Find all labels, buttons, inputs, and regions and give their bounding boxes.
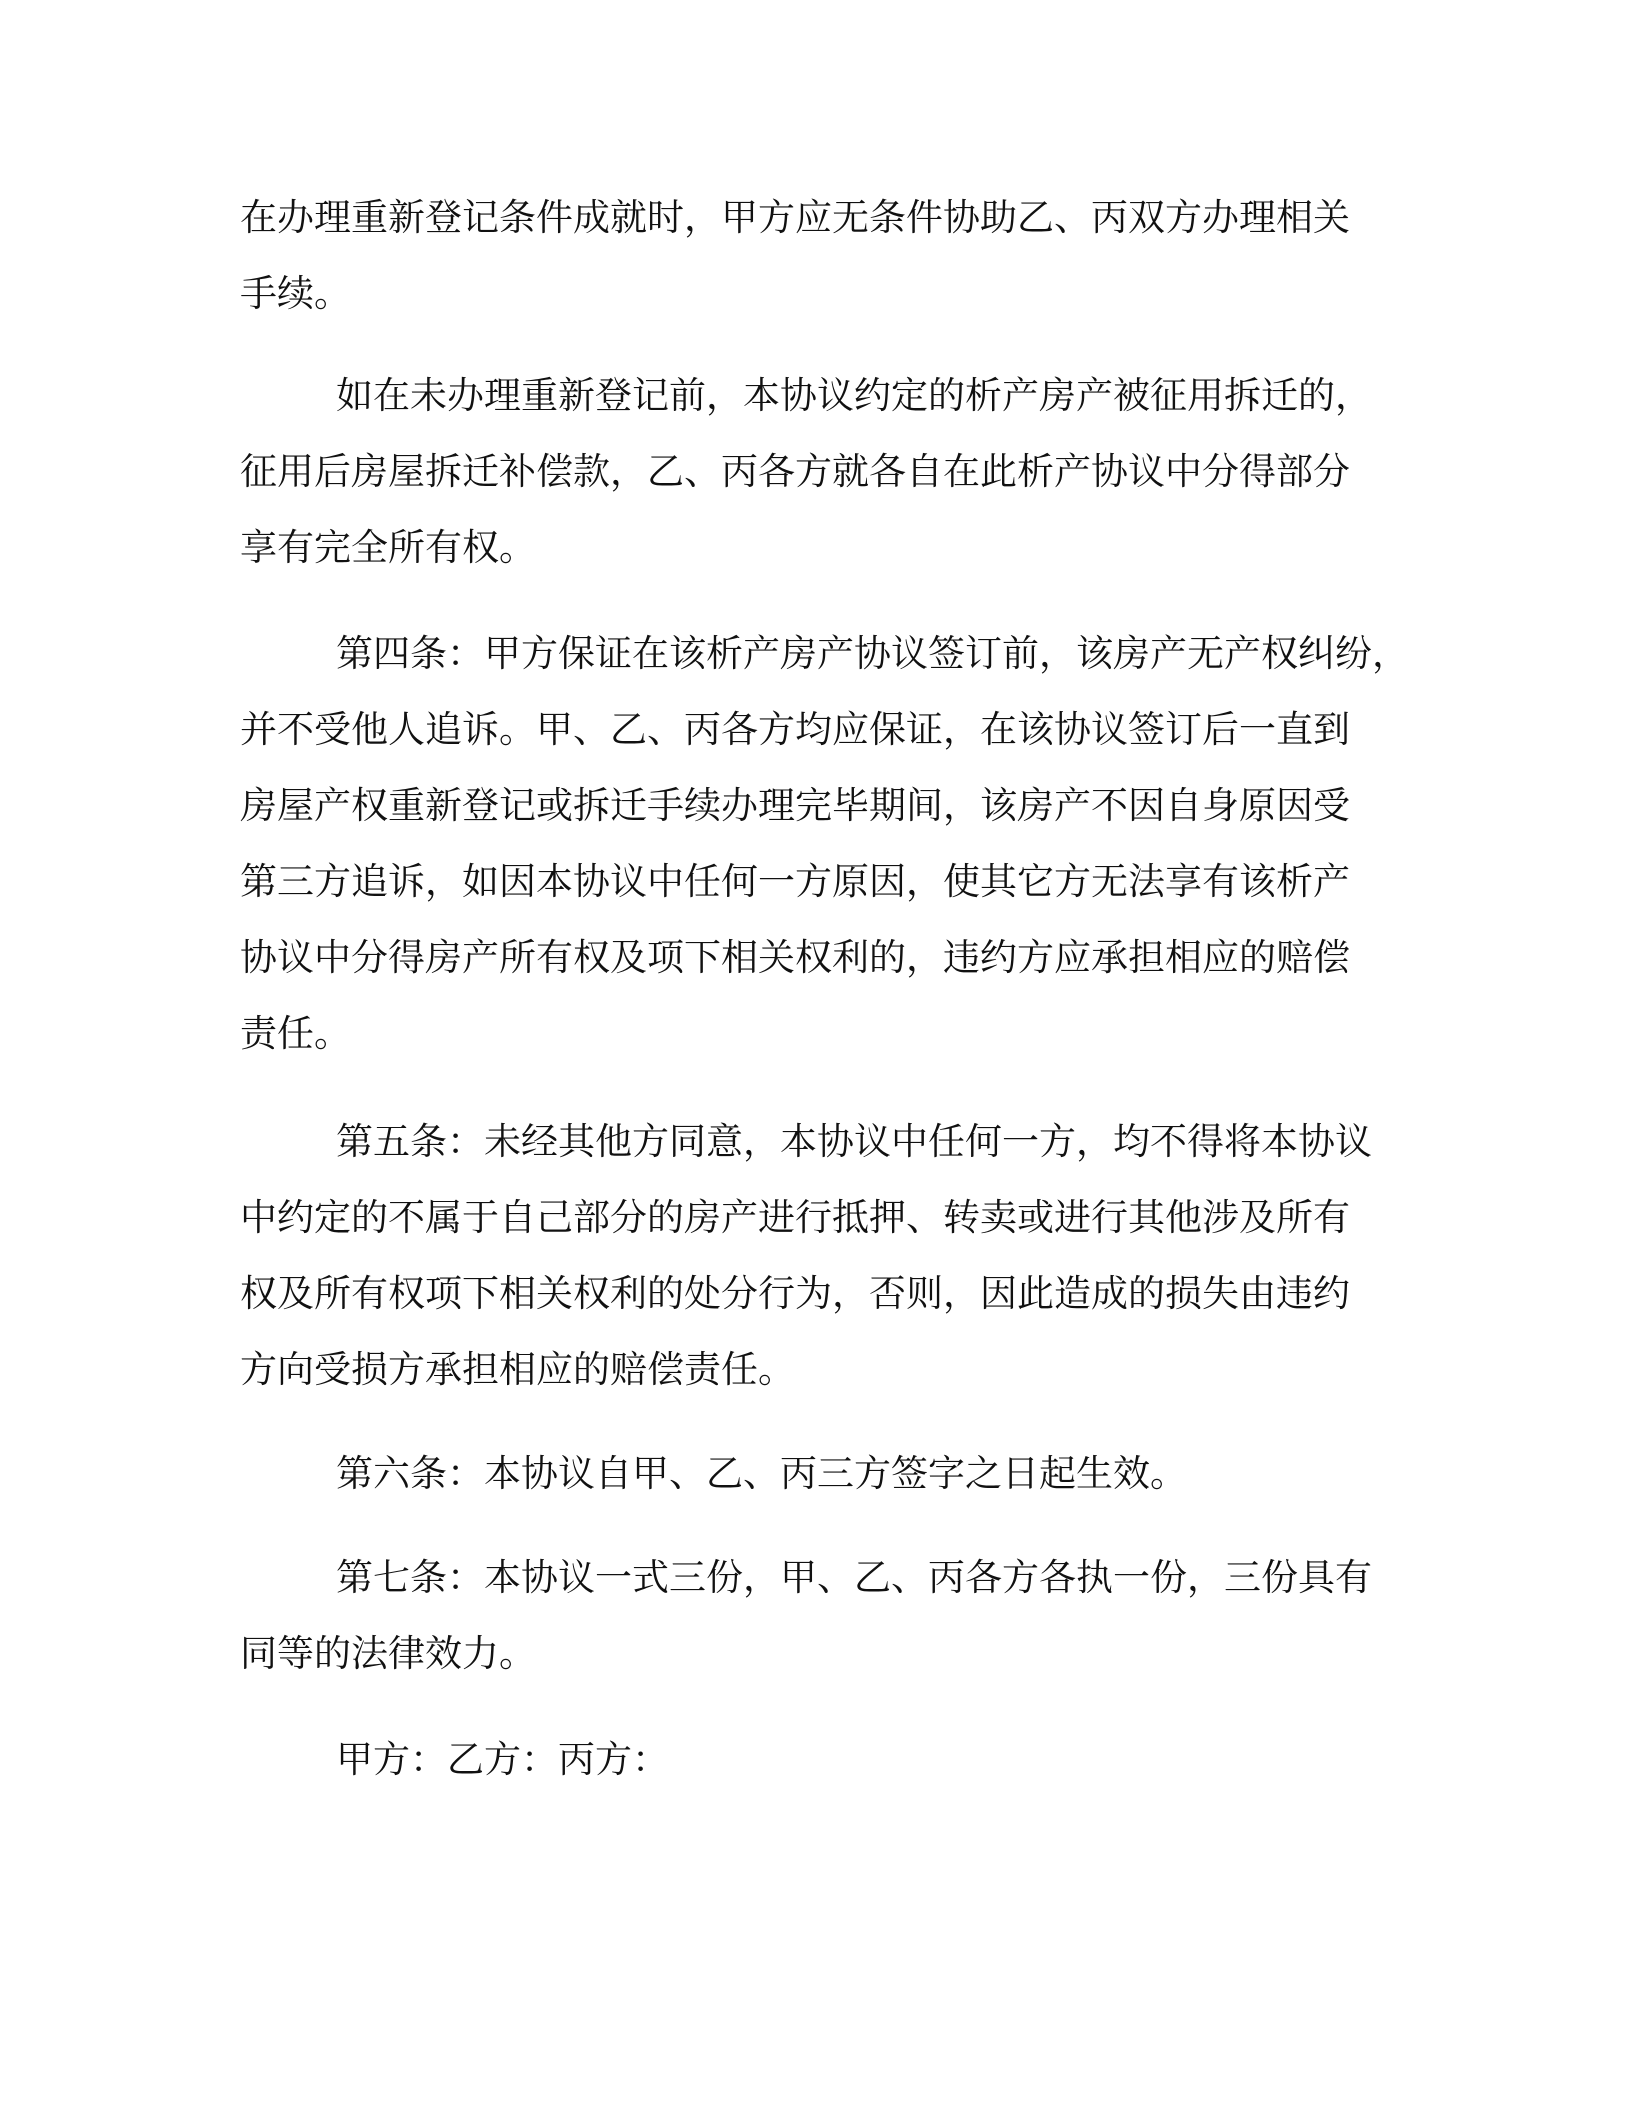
article-5-heading-line: 第五条：未经其他方同意，本协议中任何一方，均不得将本协议 bbox=[336, 1120, 1372, 1163]
text-line: 征用后房屋拆迁补偿款，乙、丙各方就各自在此析产协议中分得部分 bbox=[240, 450, 1350, 493]
text-line: 手续。 bbox=[240, 272, 351, 315]
text-line: 同等的法律效力。 bbox=[240, 1632, 536, 1675]
signature-parties-line: 甲方：乙方：丙方： bbox=[336, 1738, 669, 1781]
text-line: 并不受他人追诉。甲、乙、丙各方均应保证，在该协议签订后一直到 bbox=[240, 708, 1350, 751]
text-line: 协议中分得房产所有权及项下相关权利的，违约方应承担相应的赔偿 bbox=[240, 936, 1350, 979]
text-line: 方向受损方承担相应的赔偿责任。 bbox=[240, 1348, 795, 1391]
text-line: 享有完全所有权。 bbox=[240, 526, 536, 569]
text-line: 第三方追诉，如因本协议中任何一方原因，使其它方无法享有该析产 bbox=[240, 860, 1350, 903]
text-line: 中约定的不属于自己部分的房产进行抵押、转卖或进行其他涉及所有 bbox=[240, 1196, 1350, 1239]
text-line: 房屋产权重新登记或拆迁手续办理完毕期间，该房产不因自身原因受 bbox=[240, 784, 1350, 827]
text-line: 责任。 bbox=[240, 1012, 351, 1055]
text-line: 在办理重新登记条件成就时，甲方应无条件协助乙、丙双方办理相关 bbox=[240, 196, 1350, 239]
paragraph-start-line: 如在未办理重新登记前，本协议约定的析产房产被征用拆迁的， bbox=[336, 374, 1372, 417]
article-4-heading-line: 第四条：甲方保证在该析产房产协议签订前，该房产无产权纠纷， bbox=[336, 632, 1409, 675]
text-line: 权及所有权项下相关权利的处分行为，否则，因此造成的损失由违约 bbox=[240, 1272, 1350, 1315]
article-7-heading-line: 第七条：本协议一式三份，甲、乙、丙各方各执一份，三份具有 bbox=[336, 1556, 1372, 1599]
article-6-line: 第六条：本协议自甲、乙、丙三方签字之日起生效。 bbox=[336, 1452, 1187, 1495]
